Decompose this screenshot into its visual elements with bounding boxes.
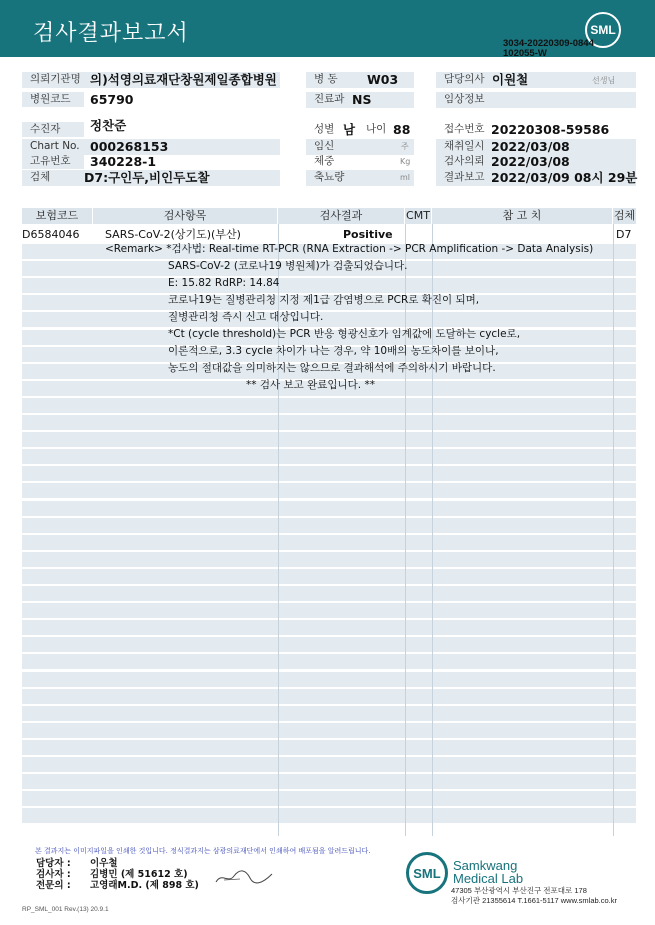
- form-code: RP_SML_001 Rev.(13) 20.9.1: [22, 906, 109, 913]
- pregnancy-unit: 주: [401, 142, 409, 151]
- table-stripe-row: [22, 689, 636, 704]
- barcode-suffix: 102055-W: [503, 48, 547, 59]
- age-label: 나이: [366, 123, 387, 135]
- weight-label: 체중: [314, 155, 335, 167]
- lab-name-line2: Medical Lab: [453, 871, 524, 886]
- hospital-code-value: 65790: [90, 92, 134, 107]
- remark-line: ** 검사 보고 완료입니다. **: [246, 379, 375, 391]
- col-specimen: 검체: [613, 209, 636, 222]
- urine-unit: ml: [400, 173, 411, 182]
- table-stripe-row: [22, 569, 636, 584]
- table-stripe-row: [22, 620, 636, 635]
- table-stripe-row: [22, 723, 636, 738]
- doctor-value: 이원철: [492, 72, 529, 87]
- department-label: 진료과: [306, 92, 354, 107]
- remark-line: 이론적으로, 3.3 cycle 차이가 나는 경우, 약 10배의 농도차이를 보이나,: [168, 345, 499, 357]
- report-label: 결과보고: [444, 171, 485, 183]
- table-stripe-row: [22, 501, 636, 516]
- table-stripe-row: [22, 740, 636, 755]
- sex-value: 남: [343, 122, 356, 137]
- lab-name-line1: Samkwang: [453, 858, 518, 873]
- receipt-value: 20220308-59586: [491, 122, 610, 137]
- table-stripe-row: [22, 706, 636, 721]
- row-test-result: Positive: [343, 228, 393, 241]
- row-insurance-code: D6584046: [22, 228, 80, 241]
- pregnancy-label: 임신: [314, 140, 335, 152]
- institution-value: 의)석영의료재단창원제일종합병원: [90, 72, 277, 87]
- remark-line: *Ct (cycle threshold)는 PCR 반응 형광신호가 임계값에 도달하는 cycle로,: [168, 328, 521, 340]
- collect-value: 2022/03/08: [491, 139, 570, 154]
- staff-name: 김병민 (제 51612 호): [90, 869, 188, 880]
- signature-icon: [214, 866, 274, 888]
- col-divider: [432, 224, 433, 836]
- col-insurance-code: 보험코드: [22, 208, 93, 224]
- chart-label: Chart No.: [30, 140, 80, 152]
- footer-notice: 본 결과지는 이미지파일을 인쇄한 것입니다. 정식결과지는 삼광의료재단에서 인쇄하여 배포됨을 알려드립니다.: [35, 847, 371, 855]
- receipt-label: 접수번호: [444, 123, 485, 135]
- clinical-label: 임상정보: [436, 92, 486, 107]
- doctor-label: 담당의사: [436, 72, 486, 87]
- table-stripe-row: [22, 398, 636, 413]
- report-value: 2022/03/09 08시 29분: [491, 170, 638, 185]
- table-stripe-row: [22, 432, 636, 447]
- table-stripe-row: [22, 808, 636, 823]
- remark-line: 농도의 절대값을 의미하지는 않으므로 결과해석에 주의하시기 바랍니다.: [168, 362, 496, 374]
- table-stripe-row: [22, 312, 636, 327]
- ward-value: W03: [367, 72, 399, 87]
- age-value: 88: [393, 122, 411, 137]
- table-stripe-row: [22, 518, 636, 533]
- barcode-number: 3034-20220309-0844: [503, 38, 594, 49]
- lab-address: 47305 부산광역시 부산진구 전포대로 178: [451, 886, 587, 895]
- table-stripe-row: [22, 603, 636, 618]
- table-stripe-row: [22, 552, 636, 567]
- hospital-code-label: 병원코드: [22, 92, 84, 107]
- col-test-item: 검사항목: [93, 208, 278, 224]
- report-title: 검사결과보고서: [33, 21, 189, 46]
- sml-logo-icon: SML: [585, 12, 621, 48]
- weight-unit: Kg: [400, 157, 411, 166]
- table-stripe-row: [22, 415, 636, 430]
- col-divider: [405, 224, 406, 836]
- row-specimen: D7: [616, 228, 632, 241]
- table-stripe-row: [22, 483, 636, 498]
- remark-line: <Remark> *검사법: Real-time RT-PCR (RNA Extraction -> PCR Amplification -> Data Analysis): [105, 243, 594, 255]
- chart-value: 000268153: [90, 139, 169, 154]
- staff-role: 전문의 :: [36, 880, 71, 891]
- staff-role: 담당자 :: [36, 858, 71, 869]
- remark-line: 코로나19는 질병관리청 지정 제1급 감염병으로 PCR로 확진이 되며,: [168, 294, 480, 306]
- col-divider: [613, 224, 614, 836]
- table-stripe-row: [22, 774, 636, 789]
- table-stripe-row: [22, 757, 636, 772]
- sex-label: 성별: [314, 123, 335, 135]
- institution-label: 의뢰기관명: [22, 72, 84, 87]
- table-stripe-row: [22, 449, 636, 464]
- id-label: 고유번호: [22, 154, 84, 169]
- doctor-unit: 선생님: [592, 76, 616, 85]
- patient-label: 수진자: [22, 122, 84, 137]
- sml-lab-logo-icon: SML: [406, 852, 448, 894]
- table-stripe-row: [22, 278, 636, 293]
- remark-line: SARS-CoV-2 (코로나19 병원체)가 검출되었습니다.: [168, 260, 408, 272]
- remark-line: 질병관리청 즉시 신고 대상입니다.: [168, 311, 324, 323]
- table-stripe-row: [22, 654, 636, 669]
- table-stripe-row: [22, 466, 636, 481]
- remark-line: E: 15.82 RdRP: 14.84: [168, 277, 280, 289]
- patient-value: 정찬준: [90, 118, 127, 133]
- department-value: NS: [352, 92, 372, 107]
- table-stripe-row: [22, 535, 636, 550]
- urine-label: 축뇨량: [314, 171, 345, 183]
- request-value: 2022/03/08: [491, 154, 570, 169]
- staff-name: 고영래M.D. (제 898 호): [90, 880, 199, 891]
- request-label: 검사의뢰: [444, 155, 485, 167]
- ward-label: 병 동: [306, 72, 354, 87]
- specimen-value: D7:구인두,비인두도찰: [84, 170, 210, 185]
- staff-role: 검사자 :: [36, 869, 71, 880]
- table-stripe-row: [22, 637, 636, 652]
- table-stripe-row: [22, 672, 636, 687]
- col-test-result: 검사결과: [278, 208, 405, 224]
- row-test-item: SARS-CoV-2(상기도)(부산): [105, 228, 241, 241]
- staff-name: 이우철: [90, 858, 118, 869]
- table-stripe-row: [22, 791, 636, 806]
- col-cmt: CMT: [405, 208, 432, 224]
- lab-contact: 검사기관 21355614 T.1661-5117 www.smlab.co.kr: [451, 896, 618, 905]
- table-stripe-row: [22, 586, 636, 601]
- id-value: 340228-1: [90, 154, 157, 169]
- col-reference: 참 고 치: [432, 208, 613, 224]
- specimen-label: 검체: [30, 171, 51, 183]
- collect-label: 채취일시: [444, 140, 485, 152]
